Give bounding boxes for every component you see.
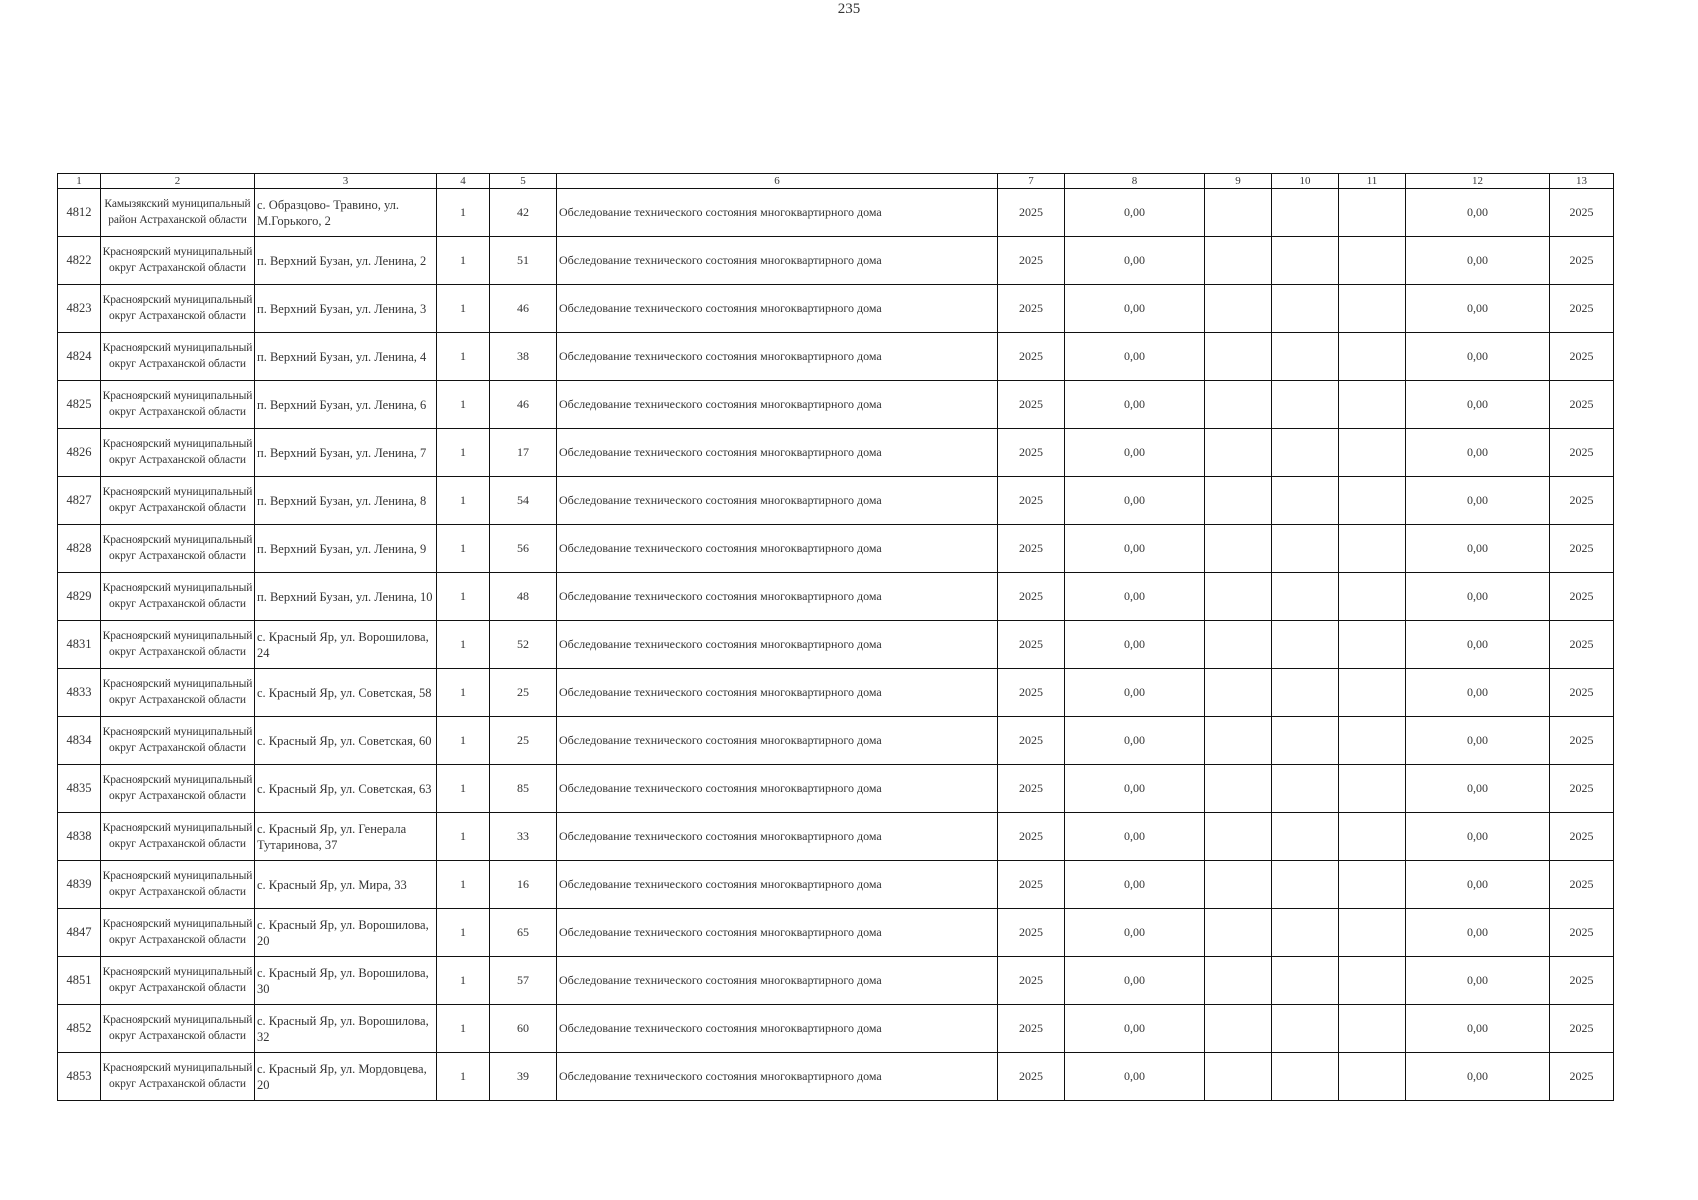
cell-col-10 — [1272, 765, 1339, 813]
cell-address: с. Красный Яр, ул. Ворошилова, 20 — [255, 909, 437, 957]
cell-work-type: Обследование технического состояния многоквартирного дома — [557, 621, 998, 669]
cell-id: 4812 — [58, 189, 101, 237]
cell-col-7: 2025 — [998, 429, 1065, 477]
cell-municipality: Красноярский муниципальный округ Астраханской области — [101, 717, 255, 765]
cell-work-type: Обследование технического состояния многоквартирного дома — [557, 381, 998, 429]
cell-municipality: Красноярский муниципальный округ Астраханской области — [101, 621, 255, 669]
cell-col-12: 0,00 — [1406, 1053, 1550, 1101]
cell-col-4: 1 — [437, 333, 490, 381]
cell-col-13: 2025 — [1550, 429, 1614, 477]
cell-address: п. Верхний Бузан, ул. Ленина, 8 — [255, 477, 437, 525]
cell-municipality: Красноярский муниципальный округ Астраханской области — [101, 813, 255, 861]
cell-municipality: Красноярский муниципальный округ Астраханской области — [101, 669, 255, 717]
column-header-2: 2 — [101, 174, 255, 189]
cell-col-9 — [1205, 765, 1272, 813]
cell-col-8: 0,00 — [1065, 621, 1205, 669]
cell-col-12: 0,00 — [1406, 477, 1550, 525]
cell-col-5: 60 — [490, 1005, 557, 1053]
cell-col-10 — [1272, 1005, 1339, 1053]
cell-work-type: Обследование технического состояния многоквартирного дома — [557, 813, 998, 861]
cell-col-10 — [1272, 813, 1339, 861]
cell-col-9 — [1205, 669, 1272, 717]
cell-col-5: 57 — [490, 957, 557, 1005]
cell-id: 4853 — [58, 1053, 101, 1101]
cell-col-13: 2025 — [1550, 813, 1614, 861]
cell-address: с. Красный Яр, ул. Мордовцева, 20 — [255, 1053, 437, 1101]
cell-col-10 — [1272, 909, 1339, 957]
cell-col-8: 0,00 — [1065, 957, 1205, 1005]
cell-col-7: 2025 — [998, 237, 1065, 285]
cell-col-11 — [1339, 957, 1406, 1005]
cell-col-9 — [1205, 717, 1272, 765]
column-header-8: 8 — [1065, 174, 1205, 189]
cell-col-7: 2025 — [998, 333, 1065, 381]
cell-col-8: 0,00 — [1065, 573, 1205, 621]
column-header-3: 3 — [255, 174, 437, 189]
column-header-10: 10 — [1272, 174, 1339, 189]
cell-col-13: 2025 — [1550, 765, 1614, 813]
cell-work-type: Обследование технического состояния многоквартирного дома — [557, 573, 998, 621]
cell-col-13: 2025 — [1550, 333, 1614, 381]
table-row — [58, 861, 1614, 909]
page-number: 235 — [837, 1, 861, 17]
cell-col-11 — [1339, 909, 1406, 957]
cell-col-7: 2025 — [998, 621, 1065, 669]
cell-col-4: 1 — [437, 669, 490, 717]
column-header-6: 6 — [557, 174, 998, 189]
cell-col-13: 2025 — [1550, 189, 1614, 237]
cell-work-type: Обследование технического состояния многоквартирного дома — [557, 189, 998, 237]
cell-municipality: Красноярский муниципальный округ Астраханской области — [101, 765, 255, 813]
cell-col-4: 1 — [437, 1053, 490, 1101]
cell-municipality: Красноярский муниципальный округ Астраханской области — [101, 525, 255, 573]
column-header-4: 4 — [437, 174, 490, 189]
cell-municipality: Красноярский муниципальный округ Астраханской области — [101, 237, 255, 285]
cell-col-8: 0,00 — [1065, 333, 1205, 381]
cell-col-10 — [1272, 381, 1339, 429]
cell-work-type: Обследование технического состояния многоквартирного дома — [557, 285, 998, 333]
cell-col-8: 0,00 — [1065, 189, 1205, 237]
cell-col-4: 1 — [437, 1005, 490, 1053]
cell-col-5: 51 — [490, 237, 557, 285]
cell-municipality: Красноярский муниципальный округ Астраханской области — [101, 333, 255, 381]
cell-col-7: 2025 — [998, 669, 1065, 717]
table-row — [58, 957, 1614, 1005]
cell-id: 4826 — [58, 429, 101, 477]
cell-col-7: 2025 — [998, 189, 1065, 237]
cell-col-4: 1 — [437, 621, 490, 669]
cell-col-12: 0,00 — [1406, 861, 1550, 909]
cell-col-11 — [1339, 813, 1406, 861]
cell-address: с. Красный Яр, ул. Советская, 60 — [255, 717, 437, 765]
cell-address: с. Красный Яр, ул. Советская, 63 — [255, 765, 437, 813]
cell-id: 4839 — [58, 861, 101, 909]
cell-col-11 — [1339, 525, 1406, 573]
cell-municipality: Красноярский муниципальный округ Астраханской области — [101, 477, 255, 525]
cell-col-13: 2025 — [1550, 285, 1614, 333]
cell-id: 4822 — [58, 237, 101, 285]
cell-col-5: 46 — [490, 285, 557, 333]
cell-address: п. Верхний Бузан, ул. Ленина, 9 — [255, 525, 437, 573]
cell-col-5: 16 — [490, 861, 557, 909]
cell-col-7: 2025 — [998, 909, 1065, 957]
cell-address: с. Красный Яр, ул. Генерала Тутаринова, 37 — [255, 813, 437, 861]
cell-col-5: 25 — [490, 669, 557, 717]
cell-municipality: Красноярский муниципальный округ Астраханской области — [101, 381, 255, 429]
cell-col-10 — [1272, 717, 1339, 765]
cell-col-12: 0,00 — [1406, 237, 1550, 285]
cell-col-11 — [1339, 477, 1406, 525]
cell-col-7: 2025 — [998, 285, 1065, 333]
cell-col-8: 0,00 — [1065, 1005, 1205, 1053]
cell-col-7: 2025 — [998, 525, 1065, 573]
table-row — [58, 477, 1614, 525]
cell-col-13: 2025 — [1550, 861, 1614, 909]
cell-address: с. Красный Яр, ул. Ворошилова, 32 — [255, 1005, 437, 1053]
cell-col-12: 0,00 — [1406, 333, 1550, 381]
cell-col-4: 1 — [437, 477, 490, 525]
cell-id: 4833 — [58, 669, 101, 717]
cell-col-8: 0,00 — [1065, 861, 1205, 909]
cell-col-11 — [1339, 669, 1406, 717]
cell-col-13: 2025 — [1550, 621, 1614, 669]
cell-col-9 — [1205, 237, 1272, 285]
cell-col-4: 1 — [437, 189, 490, 237]
cell-id: 4829 — [58, 573, 101, 621]
cell-municipality: Красноярский муниципальный округ Астраханской области — [101, 909, 255, 957]
cell-col-9 — [1205, 621, 1272, 669]
cell-id: 4852 — [58, 1005, 101, 1053]
cell-col-8: 0,00 — [1065, 285, 1205, 333]
cell-address: п. Верхний Бузан, ул. Ленина, 7 — [255, 429, 437, 477]
header-row — [58, 174, 1614, 189]
cell-col-10 — [1272, 621, 1339, 669]
cell-work-type: Обследование технического состояния многоквартирного дома — [557, 237, 998, 285]
cell-col-10 — [1272, 525, 1339, 573]
table-row — [58, 717, 1614, 765]
cell-col-8: 0,00 — [1065, 1053, 1205, 1101]
cell-col-13: 2025 — [1550, 1005, 1614, 1053]
cell-col-4: 1 — [437, 813, 490, 861]
cell-col-11 — [1339, 429, 1406, 477]
cell-id: 4847 — [58, 909, 101, 957]
cell-col-12: 0,00 — [1406, 429, 1550, 477]
cell-col-10 — [1272, 285, 1339, 333]
cell-work-type: Обследование технического состояния многоквартирного дома — [557, 477, 998, 525]
cell-col-13: 2025 — [1550, 525, 1614, 573]
column-header-5: 5 — [490, 174, 557, 189]
cell-col-9 — [1205, 861, 1272, 909]
cell-col-11 — [1339, 1005, 1406, 1053]
cell-col-12: 0,00 — [1406, 189, 1550, 237]
cell-col-8: 0,00 — [1065, 813, 1205, 861]
cell-col-4: 1 — [437, 717, 490, 765]
cell-col-9 — [1205, 957, 1272, 1005]
cell-col-4: 1 — [437, 957, 490, 1005]
cell-col-10 — [1272, 669, 1339, 717]
cell-col-5: 33 — [490, 813, 557, 861]
cell-col-7: 2025 — [998, 381, 1065, 429]
cell-col-5: 42 — [490, 189, 557, 237]
column-header-1: 1 — [58, 174, 101, 189]
register-table — [57, 173, 1614, 1101]
cell-col-7: 2025 — [998, 957, 1065, 1005]
cell-col-8: 0,00 — [1065, 909, 1205, 957]
cell-col-5: 17 — [490, 429, 557, 477]
cell-col-10 — [1272, 237, 1339, 285]
cell-municipality: Красноярский муниципальный округ Астраханской области — [101, 429, 255, 477]
cell-col-10 — [1272, 861, 1339, 909]
cell-col-5: 25 — [490, 717, 557, 765]
column-header-13: 13 — [1550, 174, 1614, 189]
cell-col-5: 65 — [490, 909, 557, 957]
cell-col-11 — [1339, 861, 1406, 909]
cell-col-7: 2025 — [998, 573, 1065, 621]
cell-work-type: Обследование технического состояния многоквартирного дома — [557, 333, 998, 381]
cell-col-13: 2025 — [1550, 237, 1614, 285]
cell-address: с. Красный Яр, ул. Мира, 33 — [255, 861, 437, 909]
cell-address: п. Верхний Бузан, ул. Ленина, 3 — [255, 285, 437, 333]
cell-col-13: 2025 — [1550, 717, 1614, 765]
cell-col-9 — [1205, 1053, 1272, 1101]
cell-col-4: 1 — [437, 765, 490, 813]
cell-col-8: 0,00 — [1065, 237, 1205, 285]
cell-col-12: 0,00 — [1406, 1005, 1550, 1053]
cell-col-13: 2025 — [1550, 573, 1614, 621]
cell-address: п. Верхний Бузан, ул. Ленина, 4 — [255, 333, 437, 381]
cell-col-12: 0,00 — [1406, 621, 1550, 669]
table-row — [58, 573, 1614, 621]
cell-col-12: 0,00 — [1406, 525, 1550, 573]
cell-col-7: 2025 — [998, 1005, 1065, 1053]
cell-municipality: Красноярский муниципальный округ Астраханской области — [101, 1005, 255, 1053]
cell-col-13: 2025 — [1550, 381, 1614, 429]
cell-col-9 — [1205, 813, 1272, 861]
cell-address: с. Красный Яр, ул. Ворошилова, 24 — [255, 621, 437, 669]
cell-col-4: 1 — [437, 861, 490, 909]
cell-col-11 — [1339, 237, 1406, 285]
cell-col-11 — [1339, 285, 1406, 333]
cell-col-11 — [1339, 189, 1406, 237]
cell-col-5: 56 — [490, 525, 557, 573]
cell-col-8: 0,00 — [1065, 765, 1205, 813]
column-header-12: 12 — [1406, 174, 1550, 189]
cell-col-12: 0,00 — [1406, 381, 1550, 429]
table-row — [58, 525, 1614, 573]
cell-col-4: 1 — [437, 237, 490, 285]
cell-col-11 — [1339, 333, 1406, 381]
cell-col-12: 0,00 — [1406, 813, 1550, 861]
cell-col-4: 1 — [437, 573, 490, 621]
cell-col-5: 46 — [490, 381, 557, 429]
cell-col-10 — [1272, 957, 1339, 1005]
cell-col-11 — [1339, 765, 1406, 813]
cell-address: с. Красный Яр, ул. Советская, 58 — [255, 669, 437, 717]
cell-work-type: Обследование технического состояния многоквартирного дома — [557, 525, 998, 573]
column-header-7: 7 — [998, 174, 1065, 189]
cell-id: 4827 — [58, 477, 101, 525]
table-row — [58, 621, 1614, 669]
cell-id: 4838 — [58, 813, 101, 861]
cell-work-type: Обследование технического состояния многоквартирного дома — [557, 765, 998, 813]
table-header — [58, 174, 1614, 189]
cell-col-12: 0,00 — [1406, 957, 1550, 1005]
cell-col-12: 0,00 — [1406, 285, 1550, 333]
cell-id: 4828 — [58, 525, 101, 573]
cell-col-5: 38 — [490, 333, 557, 381]
cell-col-9 — [1205, 189, 1272, 237]
table-row — [58, 381, 1614, 429]
table-row — [58, 333, 1614, 381]
cell-col-11 — [1339, 1053, 1406, 1101]
cell-col-4: 1 — [437, 525, 490, 573]
cell-work-type: Обследование технического состояния многоквартирного дома — [557, 957, 998, 1005]
table-row — [58, 1005, 1614, 1053]
cell-col-10 — [1272, 189, 1339, 237]
cell-col-9 — [1205, 333, 1272, 381]
cell-col-9 — [1205, 573, 1272, 621]
cell-col-4: 1 — [437, 381, 490, 429]
cell-work-type: Обследование технического состояния многоквартирного дома — [557, 1005, 998, 1053]
cell-col-9 — [1205, 381, 1272, 429]
cell-col-5: 48 — [490, 573, 557, 621]
cell-address: с. Красный Яр, ул. Ворошилова, 30 — [255, 957, 437, 1005]
cell-col-13: 2025 — [1550, 477, 1614, 525]
cell-work-type: Обследование технического состояния многоквартирного дома — [557, 1053, 998, 1101]
table-row — [58, 189, 1614, 237]
cell-work-type: Обследование технического состояния многоквартирного дома — [557, 909, 998, 957]
cell-col-7: 2025 — [998, 477, 1065, 525]
cell-col-5: 85 — [490, 765, 557, 813]
cell-id: 4834 — [58, 717, 101, 765]
cell-col-10 — [1272, 333, 1339, 381]
cell-col-4: 1 — [437, 429, 490, 477]
cell-col-8: 0,00 — [1065, 477, 1205, 525]
cell-col-5: 52 — [490, 621, 557, 669]
cell-col-10 — [1272, 573, 1339, 621]
cell-municipality: Красноярский муниципальный округ Астраханской области — [101, 1053, 255, 1101]
table-row — [58, 813, 1614, 861]
cell-id: 4824 — [58, 333, 101, 381]
cell-col-5: 39 — [490, 1053, 557, 1101]
cell-col-8: 0,00 — [1065, 717, 1205, 765]
cell-col-8: 0,00 — [1065, 429, 1205, 477]
cell-col-11 — [1339, 717, 1406, 765]
cell-col-11 — [1339, 621, 1406, 669]
cell-col-9 — [1205, 909, 1272, 957]
cell-col-8: 0,00 — [1065, 669, 1205, 717]
column-header-9: 9 — [1205, 174, 1272, 189]
cell-address: п. Верхний Бузан, ул. Ленина, 2 — [255, 237, 437, 285]
cell-col-12: 0,00 — [1406, 909, 1550, 957]
table-row — [58, 285, 1614, 333]
cell-col-12: 0,00 — [1406, 717, 1550, 765]
cell-col-9 — [1205, 1005, 1272, 1053]
cell-municipality: Красноярский муниципальный округ Астраханской области — [101, 285, 255, 333]
cell-address: с. Образцово- Травино, ул. М.Горького, 2 — [255, 189, 437, 237]
table-row — [58, 909, 1614, 957]
cell-id: 4831 — [58, 621, 101, 669]
table-row — [58, 765, 1614, 813]
cell-work-type: Обследование технического состояния многоквартирного дома — [557, 429, 998, 477]
cell-municipality: Красноярский муниципальный округ Астраханской области — [101, 573, 255, 621]
cell-work-type: Обследование технического состояния многоквартирного дома — [557, 669, 998, 717]
cell-id: 4835 — [58, 765, 101, 813]
cell-address: п. Верхний Бузан, ул. Ленина, 10 — [255, 573, 437, 621]
cell-col-10 — [1272, 477, 1339, 525]
cell-col-7: 2025 — [998, 717, 1065, 765]
cell-col-4: 1 — [437, 285, 490, 333]
cell-col-13: 2025 — [1550, 909, 1614, 957]
table-row — [58, 669, 1614, 717]
column-header-11: 11 — [1339, 174, 1406, 189]
cell-col-7: 2025 — [998, 813, 1065, 861]
cell-col-11 — [1339, 573, 1406, 621]
cell-col-7: 2025 — [998, 765, 1065, 813]
cell-col-9 — [1205, 429, 1272, 477]
cell-municipality: Камызякский муниципальный район Астраханской области — [101, 189, 255, 237]
cell-work-type: Обследование технического состояния многоквартирного дома — [557, 861, 998, 909]
cell-work-type: Обследование технического состояния многоквартирного дома — [557, 717, 998, 765]
table-row — [58, 1053, 1614, 1101]
cell-col-12: 0,00 — [1406, 765, 1550, 813]
cell-col-13: 2025 — [1550, 669, 1614, 717]
cell-col-4: 1 — [437, 909, 490, 957]
table-body — [58, 189, 1614, 1101]
cell-id: 4825 — [58, 381, 101, 429]
cell-id: 4823 — [58, 285, 101, 333]
cell-col-13: 2025 — [1550, 957, 1614, 1005]
cell-col-11 — [1339, 381, 1406, 429]
cell-col-13: 2025 — [1550, 1053, 1614, 1101]
cell-col-10 — [1272, 429, 1339, 477]
cell-col-12: 0,00 — [1406, 669, 1550, 717]
table-row — [58, 237, 1614, 285]
cell-address: п. Верхний Бузан, ул. Ленина, 6 — [255, 381, 437, 429]
cell-col-8: 0,00 — [1065, 525, 1205, 573]
cell-col-12: 0,00 — [1406, 573, 1550, 621]
cell-municipality: Красноярский муниципальный округ Астраханской области — [101, 861, 255, 909]
cell-col-8: 0,00 — [1065, 381, 1205, 429]
table-row — [58, 429, 1614, 477]
cell-col-7: 2025 — [998, 861, 1065, 909]
cell-col-10 — [1272, 1053, 1339, 1101]
cell-col-7: 2025 — [998, 1053, 1065, 1101]
cell-col-5: 54 — [490, 477, 557, 525]
cell-col-9 — [1205, 285, 1272, 333]
cell-col-9 — [1205, 525, 1272, 573]
cell-municipality: Красноярский муниципальный округ Астраханской области — [101, 957, 255, 1005]
cell-id: 4851 — [58, 957, 101, 1005]
cell-col-9 — [1205, 477, 1272, 525]
